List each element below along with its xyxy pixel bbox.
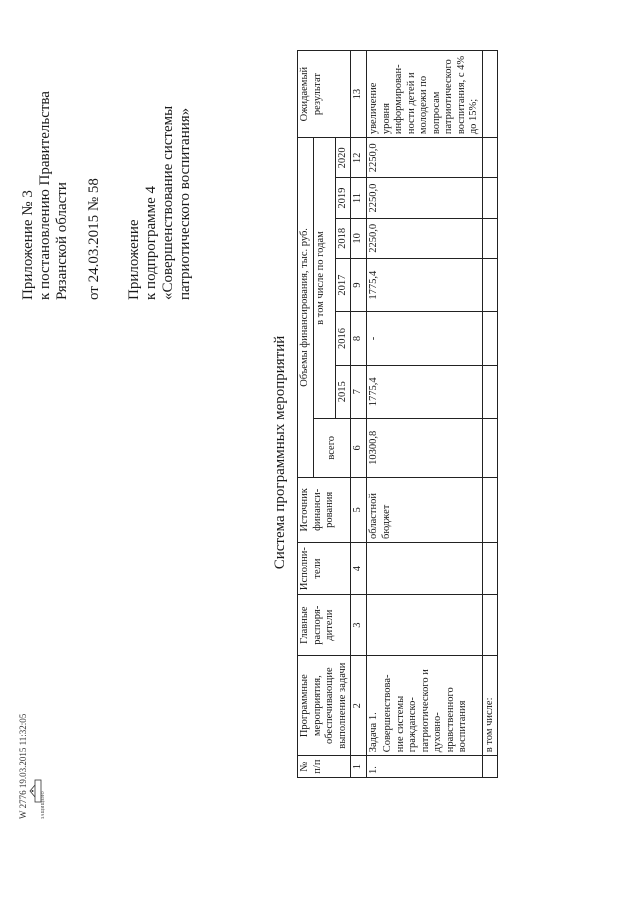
incl-cell (482, 477, 498, 542)
year-2018-header: 2018 (335, 218, 351, 258)
incl-cell (482, 218, 498, 258)
row1-2017: 1775,4 (367, 258, 483, 311)
row1-activity: Совершенствова-ние системы гражданско-патриотического и духовно-нравственного воспитания (382, 656, 482, 756)
document-title: Система программных мероприятий (272, 335, 288, 570)
row1-result: увеличение уровня информирован-ности детей и молодежи по вопросам патриотического воспитания, с 4% до 15%; (367, 51, 483, 138)
appendix-line-3: Рязанской области (54, 182, 70, 300)
incl-cell (482, 312, 498, 365)
row1-total: 10300,8 (367, 418, 483, 477)
sub-line-4: патриотического воспитания» (177, 107, 193, 300)
col-activities-header: Программные мероприятия, обеспечивающие выполнение задачи (298, 656, 351, 756)
incl-cell (482, 138, 498, 178)
col-number: 7 (351, 365, 367, 418)
col-number: 11 (351, 178, 367, 218)
col-number: 5 (351, 477, 367, 542)
year-2016-header: 2016 (335, 312, 351, 365)
sub-line-3: «Совершенствование системы (160, 105, 176, 300)
header-row-1 (298, 51, 314, 778)
appendix-line-2: к постановлению Правительства (37, 91, 53, 300)
row1-2019: 2250,0 (367, 178, 483, 218)
sub-line-2: к подпрограмме 4 (143, 186, 159, 300)
row1-executors (367, 542, 483, 594)
col-number: 12 (351, 138, 367, 178)
year-2017-header: 2017 (335, 258, 351, 311)
incl-label: в том числе: (482, 656, 498, 756)
col-number: 8 (351, 312, 367, 365)
incl-cell (482, 365, 498, 418)
year-2020-header: 2020 (335, 138, 351, 178)
row1-2018: 2250,0 (367, 218, 483, 258)
incl-cell (482, 178, 498, 218)
incl-cell (482, 418, 498, 477)
appendix-header (20, 91, 194, 300)
registration-stamp: W 2776 19.03.2015 11:32:05 (18, 713, 28, 819)
table-row-including (482, 51, 498, 778)
col-number: 3 (351, 595, 367, 656)
col-result-header: Ожидаемый результат (298, 51, 351, 138)
seal-logo-text: ЗАЩИЩЕНО (40, 790, 45, 819)
col-number: 10 (351, 218, 367, 258)
col-number: 13 (351, 51, 367, 138)
col-number: 9 (351, 258, 367, 311)
col-volumes-header: Объемы финансирования, тыс. руб. (298, 138, 314, 478)
row1-2020: 2250,0 (367, 138, 483, 178)
col-executors-header: Исполни-тели (298, 542, 351, 594)
appendix-title: Приложение № 3 (20, 190, 36, 300)
col-managers-header: Главные распоря-дители (298, 595, 351, 656)
col-number: 4 (351, 542, 367, 594)
table-row-task-1 (367, 51, 383, 778)
incl-cell (482, 595, 498, 656)
row1-2015: 1775,4 (367, 365, 483, 418)
incl-cell (482, 542, 498, 594)
col-num-header: № п/п (298, 756, 351, 778)
col-by-years-header: в том числе по годам (313, 138, 335, 419)
year-2015-header: 2015 (335, 365, 351, 418)
row1-source: областной бюджет (367, 477, 483, 542)
row1-num: 1. (367, 756, 483, 778)
col-number: 2 (351, 656, 367, 756)
incl-cell (482, 258, 498, 311)
year-2019-header: 2019 (335, 178, 351, 218)
sub-title: Приложение (126, 219, 142, 300)
activities-table (297, 50, 498, 778)
col-number: 6 (351, 418, 367, 477)
col-source-header: Источник финанси-рования (298, 477, 351, 542)
column-numbers-row (351, 51, 367, 778)
incl-num (482, 756, 498, 778)
appendix-date: от 24.03.2015 № 58 (86, 178, 102, 300)
incl-cell (482, 51, 498, 138)
col-total-header: всего (313, 418, 351, 477)
row1-managers (367, 595, 483, 656)
task-label: Задача 1. (367, 656, 383, 756)
row1-2016: - (367, 312, 483, 365)
col-number: 1 (351, 756, 367, 778)
